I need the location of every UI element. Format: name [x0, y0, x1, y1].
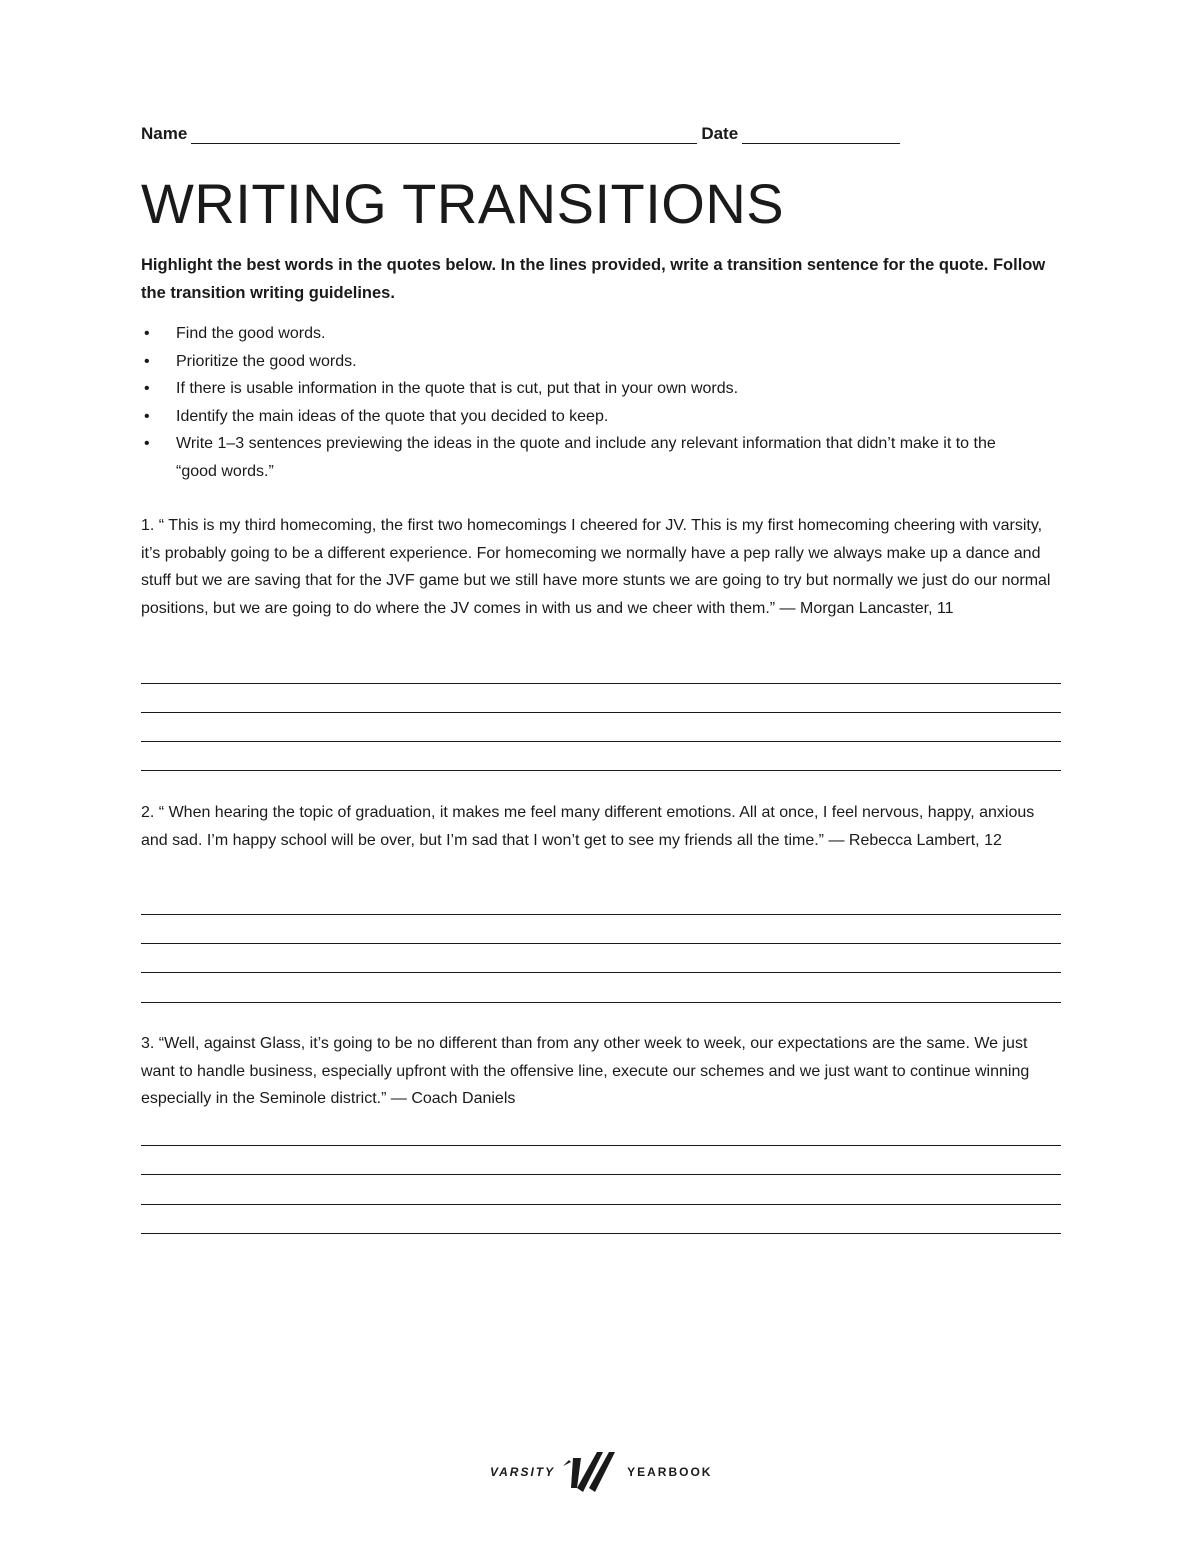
- answer-line[interactable]: [141, 943, 1061, 944]
- guideline-text: Write 1–3 sentences previewing the ideas in the quote and include any relevant information that didn’t make it to the “good words.”: [176, 435, 996, 480]
- guideline-text: Find the good words.: [176, 325, 326, 342]
- name-field[interactable]: [191, 125, 697, 144]
- answer-line[interactable]: [141, 1174, 1061, 1175]
- answer-line[interactable]: [141, 1145, 1061, 1146]
- guideline-text: Identify the main ideas of the quote that you decided to keep.: [176, 407, 609, 425]
- answer-line[interactable]: [141, 712, 1061, 713]
- quote-block-1: [141, 512, 1061, 622]
- varsity-yearbook-logo: [490, 1447, 713, 1497]
- guideline-item: [141, 430, 1041, 485]
- guideline-text: Prioritize the good words.: [176, 352, 357, 370]
- answer-line[interactable]: [141, 972, 1061, 973]
- answer-line[interactable]: [141, 770, 1061, 771]
- answer-line[interactable]: [141, 1233, 1061, 1234]
- answer-line[interactable]: [141, 1204, 1061, 1205]
- bullet-icon: •: [144, 325, 150, 342]
- quote-text-1: 1. “ This is my third homecoming, the first two homecomings I cheered for JV. This is my first homecoming cheering with varsity, it’s probably going to be a different experience. For homecoming we normally have a pep rally we always make up a dance and stuff but we are saving that for the JVF game but we still have more stunts we are going to try but normally we just do our normal positions, but we are going to do where the JV comes in with us and we cheer with them.” — Morgan Lancaster, 11: [141, 517, 1051, 617]
- bullet-icon: •: [144, 407, 150, 425]
- answer-line[interactable]: [141, 683, 1061, 684]
- guideline-item: [141, 375, 1041, 403]
- guideline-text: If there is usable information in the quote that is cut, put that in your own words.: [176, 380, 739, 397]
- quote-block-3: [141, 1030, 1061, 1113]
- guideline-item: [141, 348, 1041, 376]
- quote-block-2: [141, 799, 1061, 854]
- varsity-v-logo-icon: [559, 1448, 621, 1496]
- bullet-icon: •: [144, 435, 150, 452]
- answer-line[interactable]: [141, 1002, 1061, 1003]
- bullet-icon: •: [144, 380, 150, 397]
- bullet-icon: •: [144, 352, 150, 370]
- answer-line[interactable]: [141, 914, 1061, 915]
- name-label: Name: [141, 124, 188, 143]
- answer-line[interactable]: [141, 741, 1061, 742]
- date-field[interactable]: [742, 125, 900, 144]
- name-date-row: [141, 124, 919, 144]
- guideline-item: [141, 403, 1041, 431]
- guidelines-list: [141, 320, 1041, 485]
- brand-yearbook-text: YEARBOOK: [627, 1465, 713, 1479]
- date-label: Date: [701, 124, 739, 143]
- quote-text-2: 2. “ When hearing the topic of graduation, it makes me feel many different emotions. All at once, I feel nervous, happy, anxious and sad. I’m happy school will be over, but I’m sad that I won’t get to see my friends all the time.” — Rebecca Lambert, 12: [141, 804, 1035, 849]
- page-title: WRITING TRANSITIONS: [141, 172, 785, 235]
- brand-varsity-text: VARSITY: [490, 1465, 556, 1479]
- guideline-item: [141, 320, 1041, 348]
- quote-text-3: 3. “Well, against Glass, it’s going to be no different than from any other week to week, our expectations are the same. We just want to handle business, especially upfront with the offensive line, execute our schemes and we just want to continue winning especially in the Seminole district.” — Coach Daniels: [141, 1035, 1030, 1107]
- instructions-text: Highlight the best words in the quotes below. In the lines provided, write a transition sentence for the quote. Follow the transition writing guidelines.: [141, 256, 1046, 302]
